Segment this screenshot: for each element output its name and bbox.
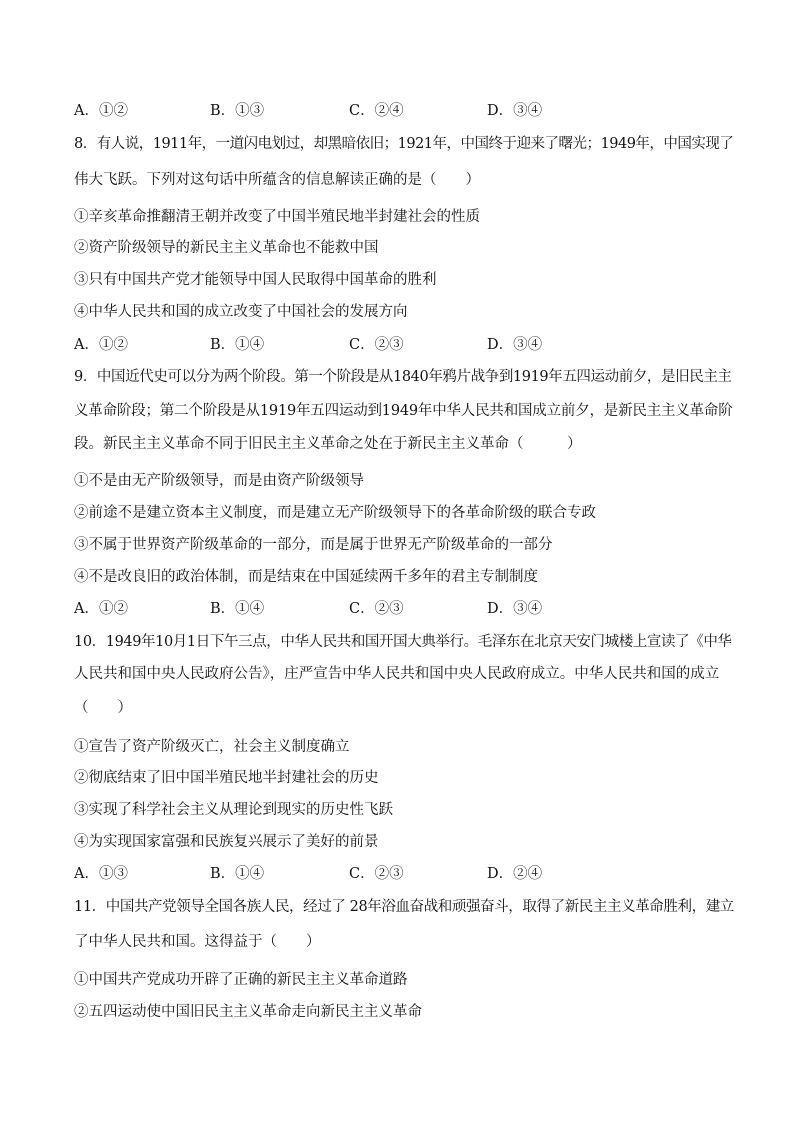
q8-statement-4: ④中华人民共和国的成立改变了中国社会的发展方向 xyxy=(74,304,408,320)
q10-statement-4: ④为实现国家富强和民族复兴展示了美好的前景 xyxy=(74,834,379,850)
q9-statement-2: ②前途不是建立资本主义制度，而是建立无产阶级领导下的各革命阶级的联合专政 xyxy=(74,505,596,521)
q10-stem-line-2: 人民共和国中央人民政府公告》，庄严宣告中华人民共和国中央人民政府成立。中华人民共和国的成立 xyxy=(74,666,720,682)
q8-option-d[interactable]: D．③④ xyxy=(487,337,543,353)
q8-stem-line-1: 8．有人说，1911年，一道闪电划过，却黑暗依旧；1921年，中国终于迎来了曙光；1949年，中国实现了 xyxy=(74,136,734,152)
q10-option-d[interactable]: D．②④ xyxy=(487,866,543,882)
q7-option-b[interactable]: B．①③ xyxy=(210,103,265,119)
q10-statement-3: ③实现了科学社会主义从理论到现实的历史性飞跃 xyxy=(74,802,393,818)
q7-options xyxy=(74,101,734,121)
q10-option-c[interactable]: C．②③ xyxy=(349,866,404,882)
q9-option-a[interactable]: A．①② xyxy=(74,601,128,617)
q8-option-c[interactable]: C．②③ xyxy=(349,337,404,353)
q8-statement-2: ②资产阶级领导的新民主主义革命也不能救中国 xyxy=(74,240,379,256)
q9-statement-4: ④不是改良旧的政治体制，而是结束在中国延续两千多年的君主专制制度 xyxy=(74,569,538,585)
q9-options xyxy=(74,599,734,619)
q8-option-b[interactable]: B．①④ xyxy=(210,337,265,353)
q9-statement-1: ①不是由无产阶级领导，而是由资产阶级领导 xyxy=(74,473,364,489)
q8-statement-3: ③只有中国共产党才能领导中国人民取得中国革命的胜利 xyxy=(74,272,437,288)
q8-statement-1: ①辛亥革命推翻清王朝并改变了中国半殖民地半封建社会的性质 xyxy=(74,209,480,225)
q7-option-a[interactable]: A．①② xyxy=(74,103,128,119)
q7-option-d[interactable]: D．③④ xyxy=(487,103,543,119)
q7-option-c[interactable]: C．②④ xyxy=(349,103,404,119)
q10-statement-2: ②彻底结束了旧中国半殖民地半封建社会的历史 xyxy=(74,770,379,786)
q10-stem-line-1: 10．1949年10月1日下午三点，中华人民共和国开国大典举行。毛泽东在北京天安门城楼上宣读了《中华 xyxy=(74,634,732,650)
q9-option-c[interactable]: C．②③ xyxy=(349,601,404,617)
q10-statement-1: ①宣告了资产阶级灭亡，社会主义制度确立 xyxy=(74,739,350,755)
q9-stem-line-2: 义革命阶段；第二个阶段是从1919年五四运动到1949年中华人民共和国成立前夕，是新民主主义革命阶 xyxy=(74,403,733,419)
q11-statement-2: ②五四运动使中国旧民主主义革命走向新民主主义革命 xyxy=(74,1004,422,1020)
q10-option-b[interactable]: B．①④ xyxy=(210,866,265,882)
q10-stem-line-3: （ ） xyxy=(74,700,132,716)
q9-stem-line-3: 段。新民主主义革命不同于旧民主主义革命之处在于新民主主义革命（ ） xyxy=(74,436,582,452)
q8-option-a[interactable]: A．①② xyxy=(74,337,128,353)
q10-option-a[interactable]: A．①③ xyxy=(74,866,128,882)
q9-statement-3: ③不属于世界资产阶级革命的一部分，而是属于世界无产阶级革命的一部分 xyxy=(74,537,553,553)
q8-options xyxy=(74,335,734,355)
q9-option-b[interactable]: B．①④ xyxy=(210,601,265,617)
q9-stem-line-1: 9．中国近代史可以分为两个阶段。第一个阶段是从1840年鸦片战争到1919年五四运动前夕，是旧民主主 xyxy=(74,369,732,385)
q10-options xyxy=(74,864,734,884)
q11-stem-line-1: 11．中国共产党领导全国各族人民，经过了 28年浴血奋战和顽强奋斗，取得了新民主主义革命胜利，建立 xyxy=(74,899,734,915)
q11-stem-line-2: 了中华人民共和国。这得益于（ ） xyxy=(74,934,321,950)
q8-stem-line-2: 伟大飞跃。下列对这句话中所蕴含的信息解读正确的是（ ） xyxy=(74,172,480,188)
q9-option-d[interactable]: D．③④ xyxy=(487,601,543,617)
q11-statement-1: ①中国共产党成功开辟了正确的新民主主义革命道路 xyxy=(74,972,408,988)
